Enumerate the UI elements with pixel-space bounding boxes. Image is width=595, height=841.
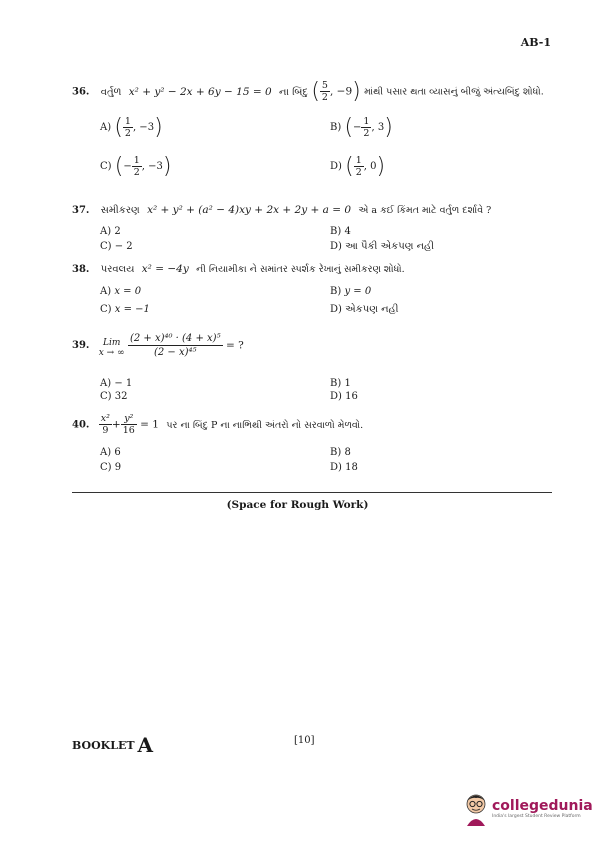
question-stem-tail: એ a કઈ કિંમત માટે વર્તુળ દર્શાવે ? bbox=[358, 205, 492, 216]
question-36 bbox=[72, 79, 544, 104]
option-b: B) (− $\frac{1}{2}$ , 3) bbox=[330, 115, 393, 140]
option-a: A) 6 bbox=[100, 447, 121, 458]
option-c: C) − 2 bbox=[100, 241, 133, 252]
option-a: A) x = 0 bbox=[100, 286, 142, 297]
booklet-label: BOOKLET A bbox=[72, 733, 154, 757]
option-b: B) 4 bbox=[330, 226, 351, 237]
option-d: D) એકપણ નહી bbox=[330, 304, 399, 315]
collegedunia-logo: collegedunia India's largest Student Review Platform bbox=[462, 792, 582, 826]
option-c: C) 9 bbox=[100, 462, 122, 473]
paren-open: ( bbox=[311, 79, 320, 104]
mascot-icon bbox=[462, 792, 490, 826]
option-b: B) 1 bbox=[330, 378, 351, 389]
question-stem-tail: ની નિયામીકા ને સમાંતર સ્પર્શક રેખાનું સમીકરણ શોધો. bbox=[196, 264, 405, 275]
option-d: D) આ પૈકી એકપણ નહી bbox=[330, 241, 435, 252]
page-code: AB-1 bbox=[520, 36, 551, 49]
question-38 bbox=[72, 263, 405, 275]
option-a: A) ( $\frac{1}{2}$ , −3) bbox=[100, 115, 163, 140]
question-40: 40. $\frac{\text{x²}}{9}$ + $\frac{\text{y²}}{16}$ = 1 પર ના બિંદુ P ના નાભિથી અંતરો નો સરવાળો મેળવો. bbox=[72, 413, 364, 436]
page-number: [10] bbox=[294, 735, 315, 746]
question-number: 40. bbox=[72, 419, 90, 431]
question-stem-mid: ના બિંદુ bbox=[279, 86, 308, 98]
rough-work-label: (Space for Rough Work) bbox=[226, 499, 369, 511]
option-d: D) ( $\frac{1}{2}$ , 0) bbox=[330, 154, 386, 179]
question-stem-lead: પરવલય bbox=[100, 264, 135, 275]
option-c: C) (− $\frac{1}{2}$ , −3) bbox=[100, 154, 172, 179]
question-stem-tail: પર ના બિંદુ P ના નાભિથી અંતરો નો સરવાળો મેળવો. bbox=[166, 419, 364, 431]
ellipse-eq-tail: = 1 bbox=[140, 418, 159, 431]
option-b: B) y = 0 bbox=[330, 286, 372, 297]
question-number: 36. bbox=[72, 86, 90, 98]
question-number: 38. bbox=[72, 264, 90, 275]
option-d: D) 16 bbox=[330, 391, 358, 402]
option-c: C) 32 bbox=[100, 391, 128, 402]
parabola-equation: x² = −4y bbox=[141, 263, 189, 275]
limit-tail: = ? bbox=[225, 339, 244, 352]
option-d: D) 18 bbox=[330, 462, 358, 473]
option-a: A) 2 bbox=[100, 226, 121, 237]
circle-equation: x² + y² + (a² − 4)xy + 2x + 2y + a = 0 bbox=[147, 204, 352, 216]
question-stem-lead: વર્તુળ bbox=[100, 86, 122, 98]
question-39 bbox=[72, 332, 244, 359]
ellipse-term-y: $\frac{\text{y²}}{16}$ bbox=[122, 413, 135, 436]
limit-operator: Lim x → ∞ bbox=[98, 337, 125, 358]
limit-fraction: $\frac{\text{(2 + x)⁴⁰ · (4 + x)⁵}}{\text{(2 − x)⁴⁵}}$ bbox=[129, 333, 221, 358]
question-stem-tail: માંથી પસાર થતા વ્યાસનું બીજું અંત્યબિંદુ શોધો. bbox=[364, 86, 544, 98]
paren-close: ) bbox=[352, 79, 361, 104]
question-37 bbox=[72, 204, 491, 216]
point-rest: , −9 bbox=[329, 85, 353, 98]
point-fraction: $\frac{5}{2}$ bbox=[321, 80, 328, 103]
option-a: A) − 1 bbox=[100, 378, 133, 389]
option-b: B) 8 bbox=[330, 447, 351, 458]
question-number: 39. bbox=[72, 340, 90, 351]
question-number: 37. bbox=[72, 205, 90, 216]
ellipse-term-x: $\frac{\text{x²}}{9}$ bbox=[100, 413, 110, 436]
circle-equation: x² + y² − 2x + 6y − 15 = 0 bbox=[128, 85, 272, 98]
question-stem-lead: સમીકરણ bbox=[100, 205, 140, 216]
divider bbox=[72, 492, 552, 493]
option-c: C) x = −1 bbox=[100, 304, 150, 315]
